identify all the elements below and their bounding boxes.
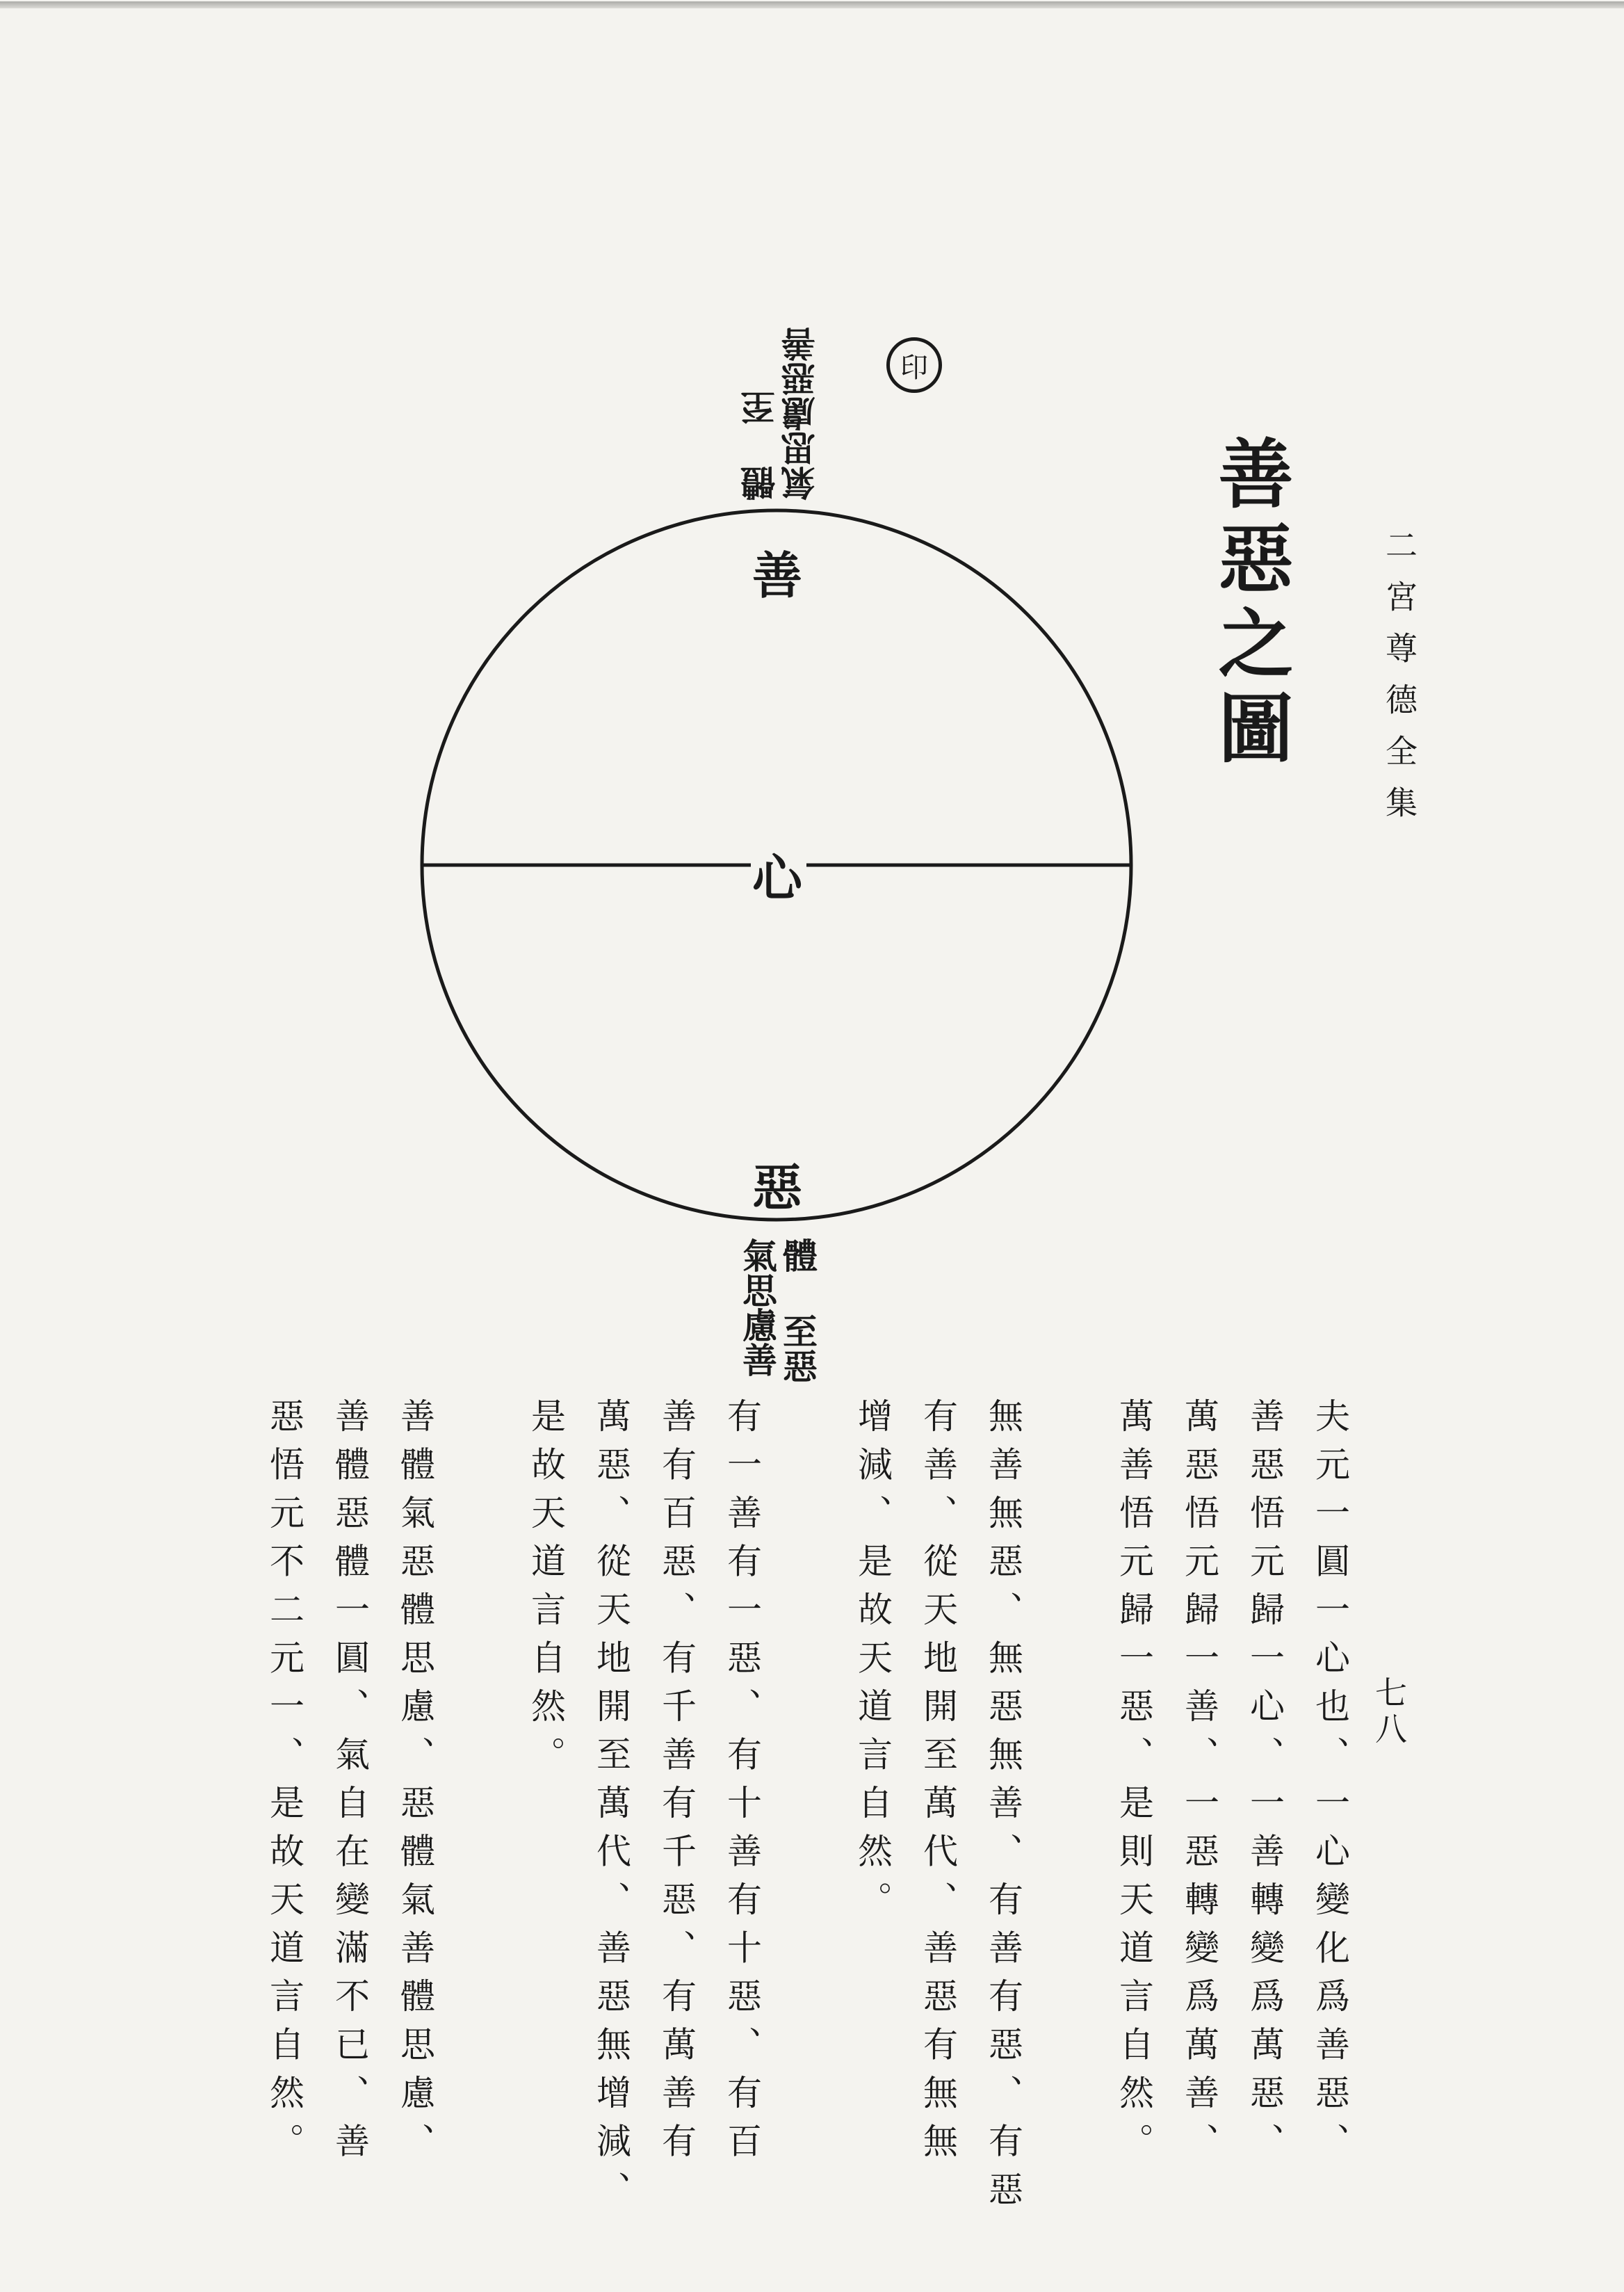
text-column: 增減、是故天道言自然。 [852,1398,893,1930]
text-column: 有善、從天地開至萬代、善惡有無無 [918,1398,958,2171]
top-annotation [740,327,821,501]
page-number: 七八 [1370,1676,1408,1748]
main-text [236,1398,1363,2220]
text-column-gap [448,1398,513,2197]
top-annotation-line: 氣思慮惡善 [780,327,821,501]
text-column: 是故天道言自然。 [526,1398,566,1784]
mind-label: 心 [752,848,803,907]
text-column: 無善無惡、無惡無善、有善有惡、有惡 [983,1398,1023,2220]
bottom-annotation-line: 氣思慮善 [737,1238,778,1377]
text-column: 惡悟元不二元一、是故天道言自然。 [264,1398,304,2171]
text-column: 萬惡悟元歸一善、一惡轉變爲萬善、 [1179,1398,1219,2171]
text-column-gap [774,1398,840,2197]
text-column: 有一善有一惡、有十善有十惡、有百 [722,1398,762,2171]
bottom-annotation-line: 體 至惡 [777,1238,818,1383]
text-column: 善體惡體一圓、氣自在變滿不已、善 [330,1398,370,2171]
book-title-header: 二宮尊德全集 [1381,528,1418,837]
text-column: 萬善悟元歸一惡、是則天道言自然。 [1114,1398,1154,2171]
text-column: 善有百惡、有千善有千惡、有萬善有 [656,1398,697,2171]
figure-title: 善惡之圖 [1205,435,1293,774]
good-label: 善 [752,546,803,605]
text-column: 萬惡、從天地開至萬代、善惡無增減、 [591,1398,631,2220]
seal-char: 印 [900,351,928,384]
text-column: 夫元一圓一心也、一心變化爲善惡、 [1310,1398,1350,2171]
evil-label: 惡 [752,1158,803,1217]
bottom-annotation [737,1238,818,1383]
text-column: 善惡悟元歸一心、一善轉變爲萬惡、 [1244,1398,1285,2171]
text-column: 善體氣惡體思慮、惡體氣善體思慮、 [395,1398,435,2171]
text-column-gap [1036,1398,1101,2197]
top-annotation-line: 體 至 [740,390,781,501]
